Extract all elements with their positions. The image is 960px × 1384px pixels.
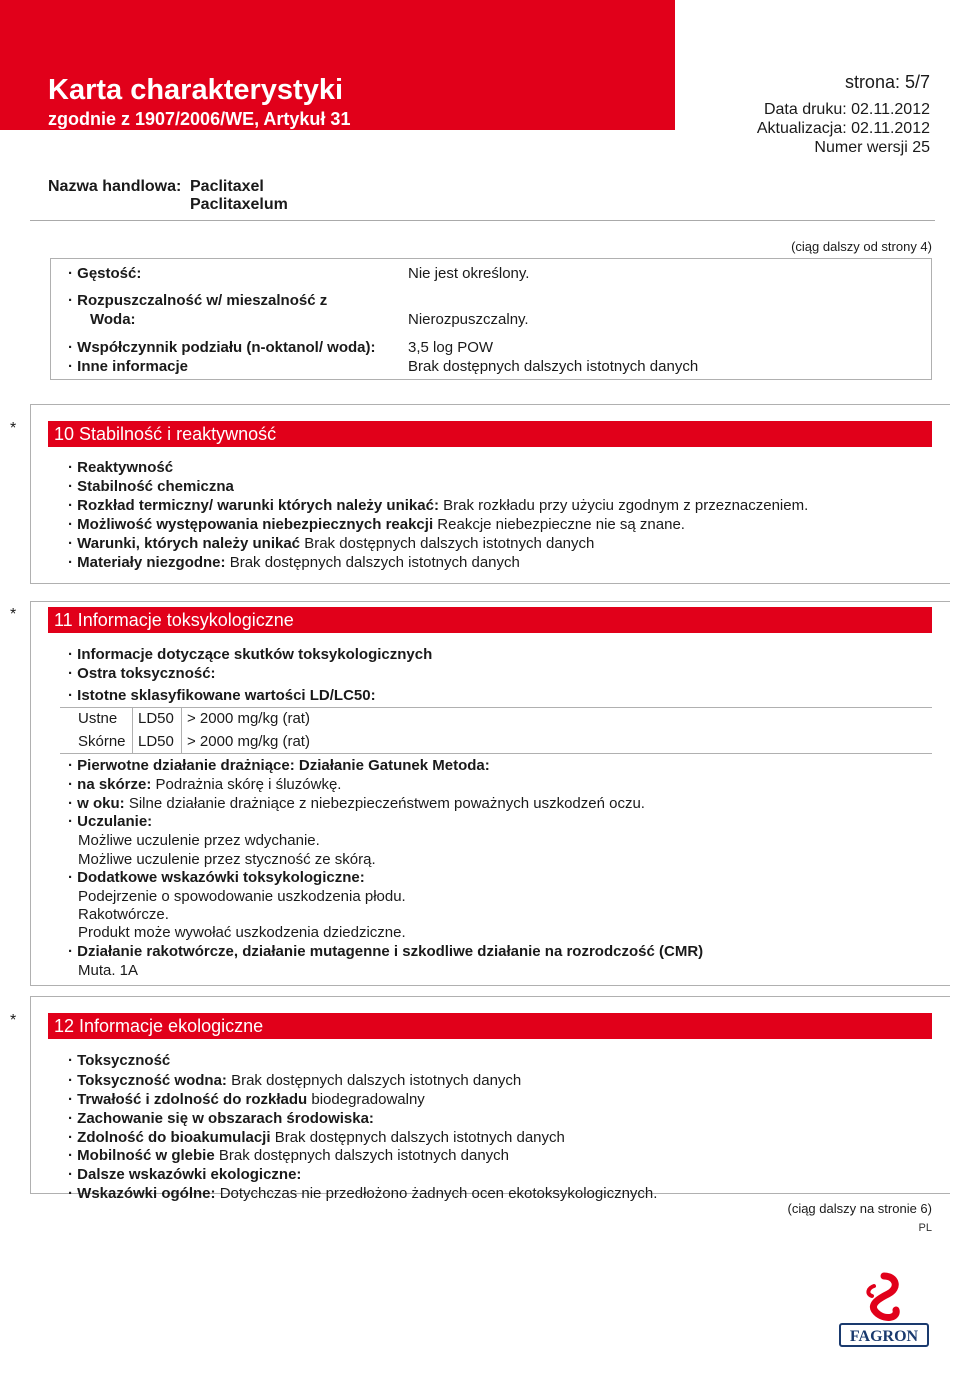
route-cell: Skórne xyxy=(78,733,126,750)
additional-tox-text: Rakotwórcze. xyxy=(78,906,169,923)
decomposition-line: · Rozkład termiczny/ warunki których należy unikać: Brak rozkładu przy użyciu zgodnym z przeznaczeniem. xyxy=(68,497,809,514)
revision-star: * xyxy=(10,420,17,437)
other-info-value: Brak dostępnych dalszych istotnych danych xyxy=(408,358,699,375)
language-code: PL xyxy=(918,1222,932,1234)
update-date: Aktualizacja: 02.11.2012 xyxy=(756,120,930,137)
mobility-line: · Mobilność w glebie Brak dostępnych dalszych istotnych danych xyxy=(68,1147,510,1164)
route-cell: Ustne xyxy=(78,710,118,727)
further-eco-label: · Dalsze wskazówki ekologiczne: xyxy=(68,1166,302,1183)
type-cell: LD50 xyxy=(138,733,174,750)
document-title: Karta charakterystyki xyxy=(48,74,344,106)
divider xyxy=(30,220,935,221)
value-cell: > 2000 mg/kg (rat) xyxy=(187,710,310,727)
cmr-value: Muta. 1A xyxy=(78,962,139,979)
solubility-value: Nierozpuszczalny. xyxy=(408,311,529,328)
revision-star: * xyxy=(10,1012,17,1029)
additional-tox-text: Podejrzenie o spowodowanie uszkodzenia płodu. xyxy=(78,888,406,905)
continued-to-note: (ciąg dalszy na stronie 6) xyxy=(787,1201,932,1216)
fagron-logo xyxy=(838,1272,930,1372)
table-row xyxy=(70,731,932,753)
acute-toxicity-label: · Ostra toksyczność: xyxy=(68,665,216,682)
conditions-avoid-line: · Warunki, których należy unikać Brak dostępnych dalszych istotnych danych xyxy=(68,535,595,552)
trade-name-label: Nazwa handlowa: xyxy=(48,178,182,195)
print-date: Data druku: 02.11.2012 xyxy=(763,101,930,118)
sensitisation-label: · Uczulanie: xyxy=(68,813,153,830)
toxicity-label: · Toksyczność xyxy=(68,1052,171,1069)
section-10-title: 10 Stabilność i reaktywność xyxy=(54,424,277,444)
reactivity-label: · Reaktywność xyxy=(68,459,174,476)
irritant-label: · Pierwotne działanie drażniące: Działanie Gatunek Metoda: xyxy=(68,757,490,774)
cmr-label: · Działanie rakotwórcze, działanie mutagenne i szkodliwe działanie na rozrodczość (CMR) xyxy=(68,943,704,960)
continued-from-note: (ciąg dalszy od strony 4) xyxy=(791,239,932,254)
partition-value: 3,5 log POW xyxy=(408,339,494,356)
type-cell: LD50 xyxy=(138,710,174,727)
tox-table xyxy=(70,708,932,753)
partition-label: · Współczynnik podziału (n-oktanol/ woda): xyxy=(68,339,376,356)
bioaccumulation-line: · Zdolność do bioakumulacji Brak dostępnych dalszych istotnych danych xyxy=(68,1129,565,1146)
section-12-heading xyxy=(48,1013,932,1039)
density-value: Nie jest określony. xyxy=(408,265,530,282)
skin-line: · na skórze: Podrażnia skórę i śluzówkę. xyxy=(68,776,342,793)
section-12-title: 12 Informacje ekologiczne xyxy=(54,1016,264,1036)
trade-name-latin: Paclitaxelum xyxy=(190,196,288,213)
incompatible-materials-line: · Materiały niezgodne: Brak dostępnych dalszych istotnych danych xyxy=(68,554,520,571)
table-row xyxy=(70,708,932,730)
section-11-heading xyxy=(48,607,932,633)
value-cell: > 2000 mg/kg (rat) xyxy=(187,733,310,750)
logo-text: FAGRON xyxy=(849,1328,919,1345)
version-number: Numer wersji 25 xyxy=(814,139,930,156)
density-label: · Gęstość: xyxy=(68,265,142,282)
aquatic-toxicity-line: · Toksyczność wodna: Brak dostępnych dalszych istotnych danych xyxy=(68,1072,522,1089)
trade-name: Paclitaxel xyxy=(190,178,264,195)
general-notes-line: · Wskazówki ogólne: Dotychczas nie przedłożono żadnych ocen ekotoksykologicznych. xyxy=(68,1185,658,1202)
sensitisation-text: Możliwe uczulenie przez styczność ze skórą. xyxy=(78,851,376,868)
additional-tox-label: · Dodatkowe wskazówki toksykologiczne: xyxy=(68,869,365,886)
chemical-stability-label: · Stabilność chemiczna xyxy=(68,478,234,495)
environment-behaviour-label: · Zachowanie się w obszarach środowiska: xyxy=(68,1110,374,1127)
other-info-label: · Inne informacje xyxy=(68,358,189,375)
persistence-line: · Trwałość i zdolność do rozkładu biodegradowalny xyxy=(68,1091,425,1108)
ld-values-label: · Istotne sklasyfikowane wartości LD/LC50: xyxy=(68,687,376,704)
revision-star: * xyxy=(10,606,17,623)
tox-effects-label: · Informacje dotyczące skutków toksykologicznych xyxy=(68,646,433,663)
additional-tox-text: Produkt może wywołać uszkodzenia dziedziczne. xyxy=(78,924,406,941)
solubility-label: · Rozpuszczalność w/ mieszalność z xyxy=(68,292,328,309)
sensitisation-text: Możliwe uczulenie przez wdychanie. xyxy=(78,832,320,849)
document-subtitle: zgodnie z 1907/2006/WE, Artykuł 31 xyxy=(48,109,351,129)
solubility-label-water: Woda: xyxy=(90,311,136,328)
page-number: strona: 5/7 xyxy=(844,72,930,92)
eye-line: · w oku: Silne działanie drażniące z niebezpieczeństwem poważnych uszkodzeń oczu. xyxy=(68,795,645,812)
trade-name-block xyxy=(0,170,960,220)
hazardous-reactions-line: · Możliwość występowania niebezpiecznych reakcji Reakcje niebezpieczne nie są znane. xyxy=(68,516,685,533)
section-11-title: 11 Informacje toksykologiczne xyxy=(54,610,294,630)
caduceus-icon xyxy=(838,1272,930,1372)
table-rule xyxy=(60,753,932,754)
section-10-heading xyxy=(48,421,932,447)
